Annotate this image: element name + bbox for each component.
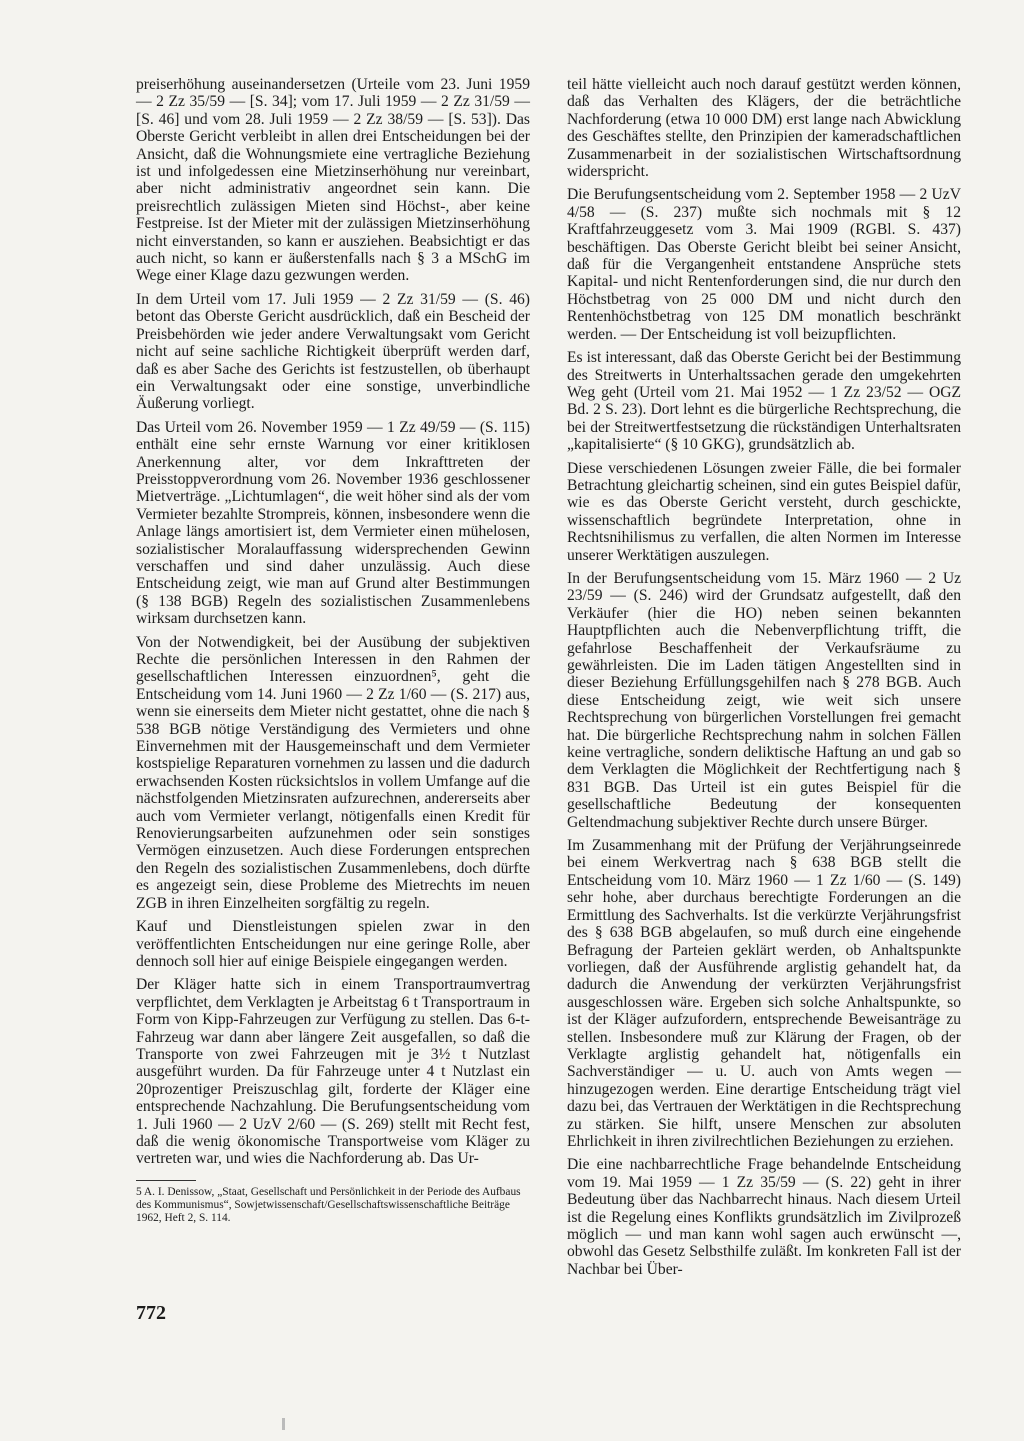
paragraph: Es ist interessant, daß das Oberste Gericht bei der Bestimmung des Streitwerts in Unterhaltssachen gerade den umgekehrten Weg geht (Urteil vom 21. Mai 1952 — 1 Zz 23/52 — OGZ Bd. 2 S. 23). Dort lehnt es die bürgerliche Rechtsprechung, die bei der Streitwertfestsetzung die rückständigen Unterhaltsraten „kapitalisierte“ (§ 10 GKG), grundsätzlich ab. (567, 349, 961, 454)
paragraph: In dem Urteil vom 17. Juli 1959 — 2 Zz 31/59 — (S. 46) betont das Oberste Gericht ausdrücklich, daß ein Bescheid der Preisbehörden wie jeder andere Verwaltungsakt vom Gericht nicht auf seine sachliche Richtigkeit überprüft werden darf, daß es aber Sache des Gerichts ist festzustellen, ob überhaupt ein Verwaltungsakt oder eine sonstige, unverbindliche Äußerung vorliegt. (136, 290, 530, 413)
left-column (136, 76, 530, 1225)
paragraph: Das Urteil vom 26. November 1959 — 1 Zz 49/59 — (S. 115) enthält eine sehr ernste Warnung vor einer kritiklosen Anerkennung alter, vor dem Inkrafttreten der Preisstoppverordnung vom 26. November 1936 geschlossener Mietverträge. „Lichtumlagen“, die weit höher sind als der vom Vermieter bezahlte Strompreis, können, insbesondere wenn die Anlage längs amortisiert ist, dem Vermieter einen mühelosen, sozialistischer Moralauffassung widersprechenden Gewinn verschaffen und sind daher unzulässig. Auch diese Entscheidung zeigt, wie man auf Grund alter Bestimmungen (§ 138 BGB) Regeln des sozialistischen Zusammenlebens wirksam durchsetzen kann. (136, 418, 530, 628)
paragraph: Die eine nachbarrechtliche Frage behandelnde Entscheidung vom 19. Mai 1959 — 1 Zz 35/59 — (S. 22) geht in ihrer Bedeutung über das Nachbarrecht hinaus. Nach diesem Urteil ist die Regelung eines Konflikts grundsätzlich im Zivilprozeß möglich — und man kann wohl sagen auch erwünscht —, obwohl das Gesetz Selbsthilfe zuläßt. Im konkreten Fall ist der Nachbar bei Über- (567, 1156, 961, 1278)
footnote-divider (136, 1180, 196, 1181)
right-column (567, 76, 961, 1284)
paragraph: teil hätte vielleicht auch noch darauf gestützt werden können, daß das Verhalten des Klägers, der die beträchtliche Nachforderung (etwa 10 000 DM) erst lange nach Abwicklung des Geschäftes stellte, den Prinzipien der kameradschaftlichen Zusammenarbeit in der sozialistischen Wirtschaftsordnung widerspricht. (567, 76, 961, 181)
paragraph: Von der Notwendigkeit, bei der Ausübung der subjektiven Rechte die persönlichen Interessen in den Rahmen der gesellschaftlichen Interessen einzuordnen⁵, geht die Entscheidung vom 14. Juni 1960 — 2 Zz 1/60 — (S. 217) aus, wenn sie einerseits dem Mieter nicht gestattet, ohne die nach § 538 BGB nötige Verständigung des Vermieters und ohne Einvernehmen mit der Hausgemeinschaft und dem Vermieter kostspielige Reparaturen vornehmen zu lassen und die dadurch erwachsenden Kosten rücksichtslos in vollem Umfange auf die nächstfolgenden Mietzinsraten aufzurechnen, andererseits aber auch vom Vermieter verlangt, nötigenfalls einen Kredit für Renovierungsarbeiten aufzunehmen oder sein sonstiges Vermögen einzusetzen. Auch diese Forderungen entsprechen den Regeln des sozialistischen Zusammenlebens, doch dürfte es angezeigt sein, diese Probleme des Mietrechts im neuen ZGB in ihren Einzelheiten sorgfältig zu regeln. (136, 633, 530, 912)
paragraph: Der Kläger hatte sich in einem Transportraumvertrag verpflichtet, dem Verklagten je Arbeitstag 6 t Transportraum in Form von Kipp-Fahrzeugen zur Verfügung zu stellen. Das 6-t-Fahrzeug war dann aber längere Zeit ausgefallen, so daß die Transporte von zwei Fahrzeugen mit je 3½ t Nutzlast ausgeführt wurden. Da für Fahrzeuge unter 4 t Nutzlast ein 20prozentiger Preiszuschlag gilt, forderte der Kläger eine entsprechende Nachzahlung. Die Berufungsentscheidung vom 1. Juli 1960 — 2 UzV 2/60 — (S. 269) stellt mit Recht fest, daß die wenig ökonomische Transportweise vom Kläger zu vertreten war, und wies die Nachforderung ab. Das Ur- (136, 976, 530, 1168)
paragraph: Die Berufungsentscheidung vom 2. September 1958 — 2 UzV 4/58 — (S. 237) mußte sich nochmals mit § 12 Kraftfahrzeuggesetz vom 3. Mai 1909 (RGBl. S. 437) beschäftigen. Das Oberste Gericht bleibt bei seiner Ansicht, daß für die Vergangenheit entstandene Ansprüche stets Kapital- und nicht Rentenforderungen sind, die nur durch den Höchstbetrag von 25 000 DM und nicht durch den Rentenhöchstbetrag von 125 DM monatlich beschränkt werden. — Der Entscheidung ist voll beizupflichten. (567, 186, 961, 343)
scan-mark (282, 1418, 285, 1430)
paragraph: Im Zusammenhang mit der Prüfung der Verjährungseinrede bei einem Werkvertrag nach § 638 BGB stellt die Entscheidung vom 10. März 1960 — 1 Zz 1/60 — (S. 149) sehr hohe, aber durchaus berechtigte Forderungen an die Ermittlung des Sachverhalts. Ist die verkürzte Verjährungsfrist des § 638 BGB abgelaufen, so muß durch eine eingehende Befragung der Parteien geklärt werden, ob Anhaltspunkte vorliegen, daß der Ausführende arglistig gehandelt hat, da dadurch die Anwendung der verkürzten Verjährungsfrist ausgeschlossen wäre. Ergeben sich solche Anhaltspunkte, so ist der Kläger aufzufordern, entsprechende Beweisanträge zu stellen. Insbesondere muß zur Klärung der Fragen, ob der Verklagte arglistig gehandelt hat, nötigenfalls ein Sachverständiger — u. U. auch von Amts wegen — hinzugezogen werden. Eine derartige Entscheidung trägt viel dazu bei, das Vertrauen der Werktätigen in die Rechtsprechung zu stärken. Sie hilft, unsere Menschen zur absoluten Ehrlichkeit in ihren zivilrechtlichen Beziehungen zu erziehen. (567, 837, 961, 1150)
paragraph: Kauf und Dienstleistungen spielen zwar in den veröffentlichten Entscheidungen nur eine geringe Rolle, aber dennoch soll hier auf einige Beispiele eingegangen werden. (136, 918, 530, 970)
page-number: 772 (136, 1302, 166, 1324)
paragraph: Diese verschiedenen Lösungen zweier Fälle, die bei formaler Betrachtung gleichartig scheinen, sind ein gutes Beispiel dafür, wie es das Oberste Gericht versteht, durch geschickte, wissenschaftlich begründete Interpretation, ohne in Rechtsnihilismus zu verfallen, die alten Normen im Interesse unserer Werktätigen auszulegen. (567, 459, 961, 564)
footnote: 5 A. I. Denissow, „Staat, Gesellschaft und Persönlichkeit in der Periode des Aufbaus des Kommunismus“, Sowjetwissenschaft/Gesellschaftswissenschaftliche Beiträge 1962, Heft 2, S. 114. (136, 1185, 521, 1225)
paragraph: preiserhöhung auseinandersetzen (Urteile vom 23. Juni 1959 — 2 Zz 35/59 — [S. 34]; vom 17. Juli 1959 — 2 Zz 31/59 — [S. 46] und vom 28. Juli 1959 — 2 Zz 38/59 — [S. 53]). Das Oberste Gericht verbleibt in allen drei Entscheidungen bei der Ansicht, daß die Wohnungsmiete eine vertragliche Beziehung ist und infolgedessen eine Mietzinserhöhung nur vereinbart, aber nicht administrativ angeordnet sein kann. Die preisrechtlich zulässigen Mieten sind Höchst-, aber keine Festpreise. Ist der Mieter mit der zulässigen Mietzinserhöhung nicht einverstanden, so kann er ausziehen. Beabsichtigt er das auch nicht, so kann er äußerstenfalls nach § 3 a MSchG im Wege einer Klage dazu gezwungen werden. (136, 76, 530, 285)
paragraph: In der Berufungsentscheidung vom 15. März 1960 — 2 Uz 23/59 — (S. 246) wird der Grundsatz aufgestellt, daß den Verkäufer (hier die HO) neben seinen bekannten Hauptpflichten auch die Nebenverpflichtung trifft, die gefahrlose Beschaffenheit der Verkaufsräume zu gewährleisten. Die im Laden tätigen Angestellten sind in dieser Beziehung Erfüllungsgehilfen nach § 278 BGB. Auch diese Entscheidung zeigt, wie weit sich unsere Rechtsprechung von bürgerlichen Vorstellungen frei gemacht hat. Die bürgerliche Rechtsprechung nahm in solchen Fällen keine vertragliche, sondern deliktische Haftung an und gab so dem Verklagten die Möglichkeit der Rechtfertigung nach § 831 BGB. Das Urteil ist ein gutes Beispiel für die gesellschaftliche Bedeutung der konsequenten Geltendmachung subjektiver Rechte durch unsere Bürger. (567, 569, 961, 831)
